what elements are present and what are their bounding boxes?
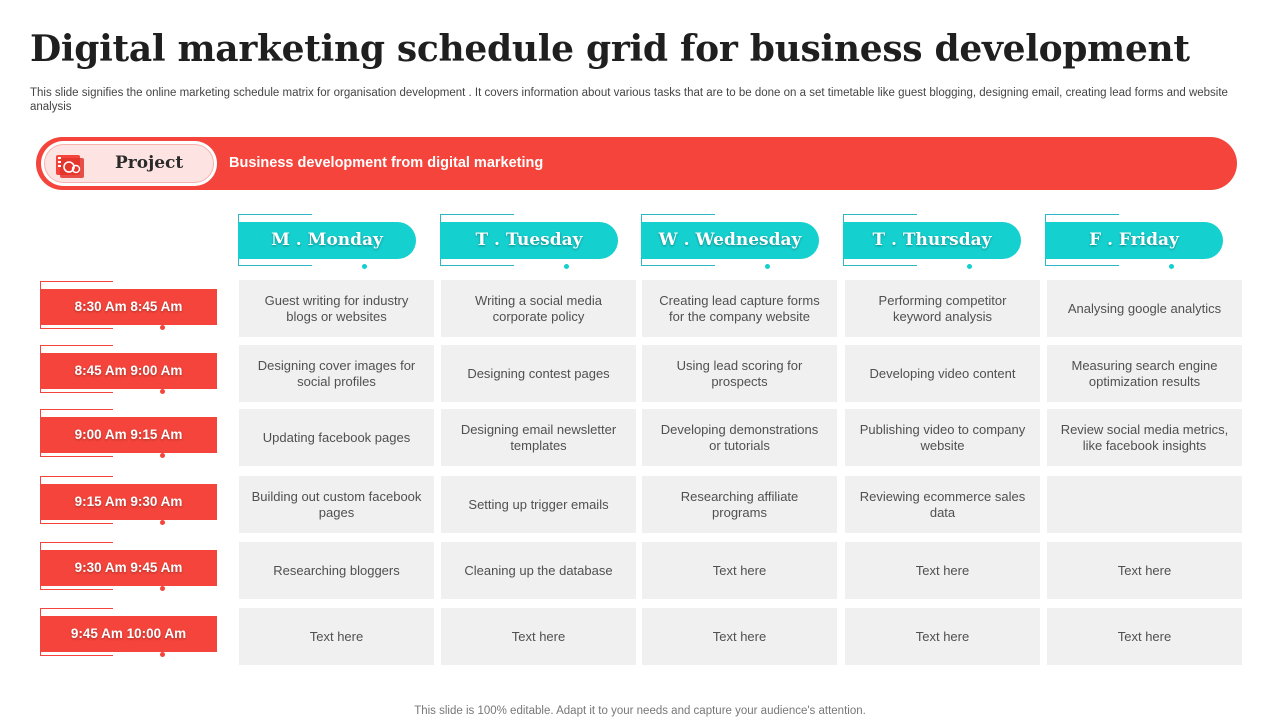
schedule-cell: Text here: [441, 608, 636, 665]
time-slot-label: 9:00 Am 9:15 Am: [40, 417, 217, 453]
schedule-cell: Text here: [239, 608, 434, 665]
day-header: [1045, 214, 1227, 270]
schedule-cell: Creating lead capture forms for the company website: [642, 280, 837, 337]
schedule-cell: Reviewing ecommerce sales data: [845, 476, 1040, 533]
time-slot: [40, 409, 220, 457]
schedule-cell: Developing demonstrations or tutorials: [642, 409, 837, 466]
time-slot-label: 8:45 Am 9:00 Am: [40, 353, 217, 389]
time-slot: [40, 542, 220, 590]
project-label: Project: [115, 153, 184, 173]
schedule-cell: Using lead scoring for prospects: [642, 345, 837, 402]
schedule-cell: Cleaning up the database: [441, 542, 636, 599]
schedule-cell: Designing cover images for social profiles: [239, 345, 434, 402]
schedule-cell: Setting up trigger emails: [441, 476, 636, 533]
schedule-cell: Text here: [1047, 608, 1242, 665]
day-header-label: F . Friday: [1089, 230, 1179, 250]
schedule-cell: Text here: [845, 542, 1040, 599]
schedule-cell: Designing email newsletter templates: [441, 409, 636, 466]
schedule-cell: Updating facebook pages: [239, 409, 434, 466]
time-slot-label: 9:45 Am 10:00 Am: [40, 616, 217, 652]
time-slot-label: 9:15 Am 9:30 Am: [40, 484, 217, 520]
schedule-cell: Researching affiliate programs: [642, 476, 837, 533]
time-slot-label: 8:30 Am 8:45 Am: [40, 289, 217, 325]
schedule-cell: Guest writing for industry blogs or websites: [239, 280, 434, 337]
project-pill: [41, 141, 217, 186]
day-header-label: W . Wednesday: [658, 230, 802, 250]
day-header: [238, 214, 420, 270]
page-title: Digital marketing schedule grid for business development: [30, 28, 1190, 70]
day-header-label: T . Tuesday: [475, 230, 583, 250]
time-slot: [40, 608, 220, 656]
day-header-label: M . Monday: [271, 230, 383, 250]
schedule-cell: Performing competitor keyword analysis: [845, 280, 1040, 337]
schedule-cell: Text here: [845, 608, 1040, 665]
time-slot: [40, 281, 220, 329]
schedule-cell: Researching bloggers: [239, 542, 434, 599]
day-header-label: T . Thursday: [872, 230, 992, 250]
schedule-cell: Measuring search engine optimization results: [1047, 345, 1242, 402]
schedule-cell: Text here: [642, 608, 837, 665]
page-subtitle: This slide signifies the online marketing schedule matrix for organisation development . It covers information about various tasks that are to be done on a set timetable like guest blogging, designing email, creating lead forms and website analysis: [30, 87, 1228, 113]
time-slot: [40, 345, 220, 393]
time-slot: [40, 476, 220, 524]
schedule-cell: Text here: [642, 542, 837, 599]
time-slot-label: 9:30 Am 9:45 Am: [40, 550, 217, 586]
schedule-cell: [1047, 476, 1242, 533]
schedule-cell: Designing contest pages: [441, 345, 636, 402]
schedule-cell: Writing a social media corporate policy: [441, 280, 636, 337]
schedule-cell: Building out custom facebook pages: [239, 476, 434, 533]
day-header: [641, 214, 823, 270]
banner-text: Business development from digital marketing: [229, 155, 544, 171]
schedule-cell: Text here: [1047, 542, 1242, 599]
footer-note: This slide is 100% editable. Adapt it to your needs and capture your audience's attention.: [414, 705, 866, 717]
schedule-cell: Publishing video to company website: [845, 409, 1040, 466]
film-reel-icon: [54, 153, 90, 179]
project-banner: [36, 137, 1237, 190]
day-header: [440, 214, 622, 270]
schedule-cell: Analysing google analytics: [1047, 280, 1242, 337]
schedule-cell: Review social media metrics, like facebook insights: [1047, 409, 1242, 466]
day-header: [843, 214, 1025, 270]
schedule-cell: Developing video content: [845, 345, 1040, 402]
